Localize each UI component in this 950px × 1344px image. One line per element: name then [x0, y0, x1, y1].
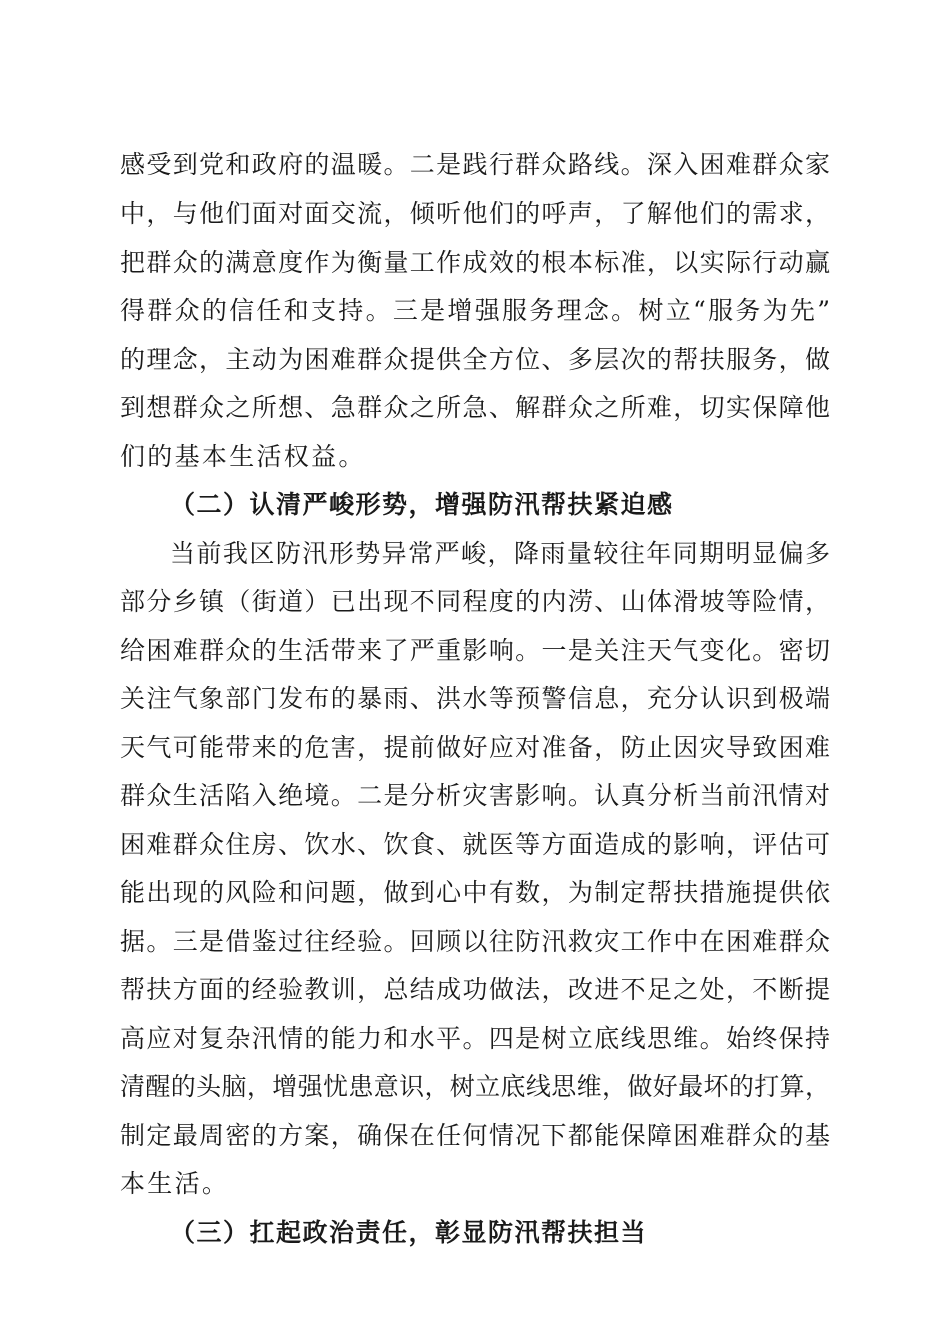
paragraph-line: 部分乡镇（街道）已出现不同程度的内涝、山体滑坡等险情， [120, 587, 830, 616]
paragraph-line: 的理念，主动为困难群众提供全方位、多层次的帮扶服务，做 [120, 345, 830, 374]
paragraph-line: 给困难群众的生活带来了严重影响。一是关注天气变化。密切 [120, 636, 830, 665]
paragraph-line: 感受到党和政府的温暖。二是践行群众路线。深入困难群众家 [120, 150, 830, 179]
paragraph-line: 据。三是借鉴过往经验。回顾以往防汛救灾工作中在困难群众 [120, 927, 830, 956]
paragraph-line: 把群众的满意度作为衡量工作成效的根本标准，以实际行动赢 [120, 248, 830, 277]
paragraph-line: 群众生活陷入绝境。二是分析灾害影响。认真分析当前汛情对 [120, 781, 830, 810]
paragraph-line: 清醒的头脑，增强忧患意识，树立底线思维，做好最坏的打算， [120, 1072, 830, 1101]
paragraph-line: 本生活。 [120, 1169, 230, 1198]
section-heading: （三）扛起政治责任，彰显防汛帮扶担当 [170, 1218, 648, 1247]
paragraph-line: 高应对复杂汛情的能力和水平。四是树立底线思维。始终保持 [120, 1024, 830, 1053]
paragraph-line: 到想群众之所想、急群众之所急、解群众之所难，切实保障他 [120, 393, 830, 422]
paragraph-line: 关注气象部门发布的暴雨、洪水等预警信息，充分认识到极端 [120, 684, 830, 713]
paragraph-line: 困难群众住房、饮水、饮食、就医等方面造成的影响，评估可 [120, 830, 830, 859]
paragraph-line: 帮扶方面的经验教训，总结成功做法，改进不足之处，不断提 [120, 975, 830, 1004]
paragraph-line: 制定最周密的方案，确保在任何情况下都能保障困难群众的基 [120, 1121, 830, 1150]
paragraph-line: 当前我区防汛形势异常严峻，降雨量较往年同期明显偏多 [170, 539, 830, 568]
section-heading: （二）认清严峻形势，增强防汛帮扶紧迫感 [170, 490, 674, 519]
paragraph-line: 中，与他们面对面交流，倾听他们的呼声，了解他们的需求， [120, 199, 830, 228]
paragraph-line: 们的基本生活权益。 [120, 442, 366, 471]
paragraph-line: 能出现的风险和问题，做到心中有数，为制定帮扶措施提供依 [120, 878, 830, 907]
paragraph-line: 天气可能带来的危害，提前做好应对准备，防止因灾导致困难 [120, 733, 830, 762]
paragraph-line: 得群众的信任和支持。三是增强服务理念。树立“服务为先” [120, 296, 830, 325]
